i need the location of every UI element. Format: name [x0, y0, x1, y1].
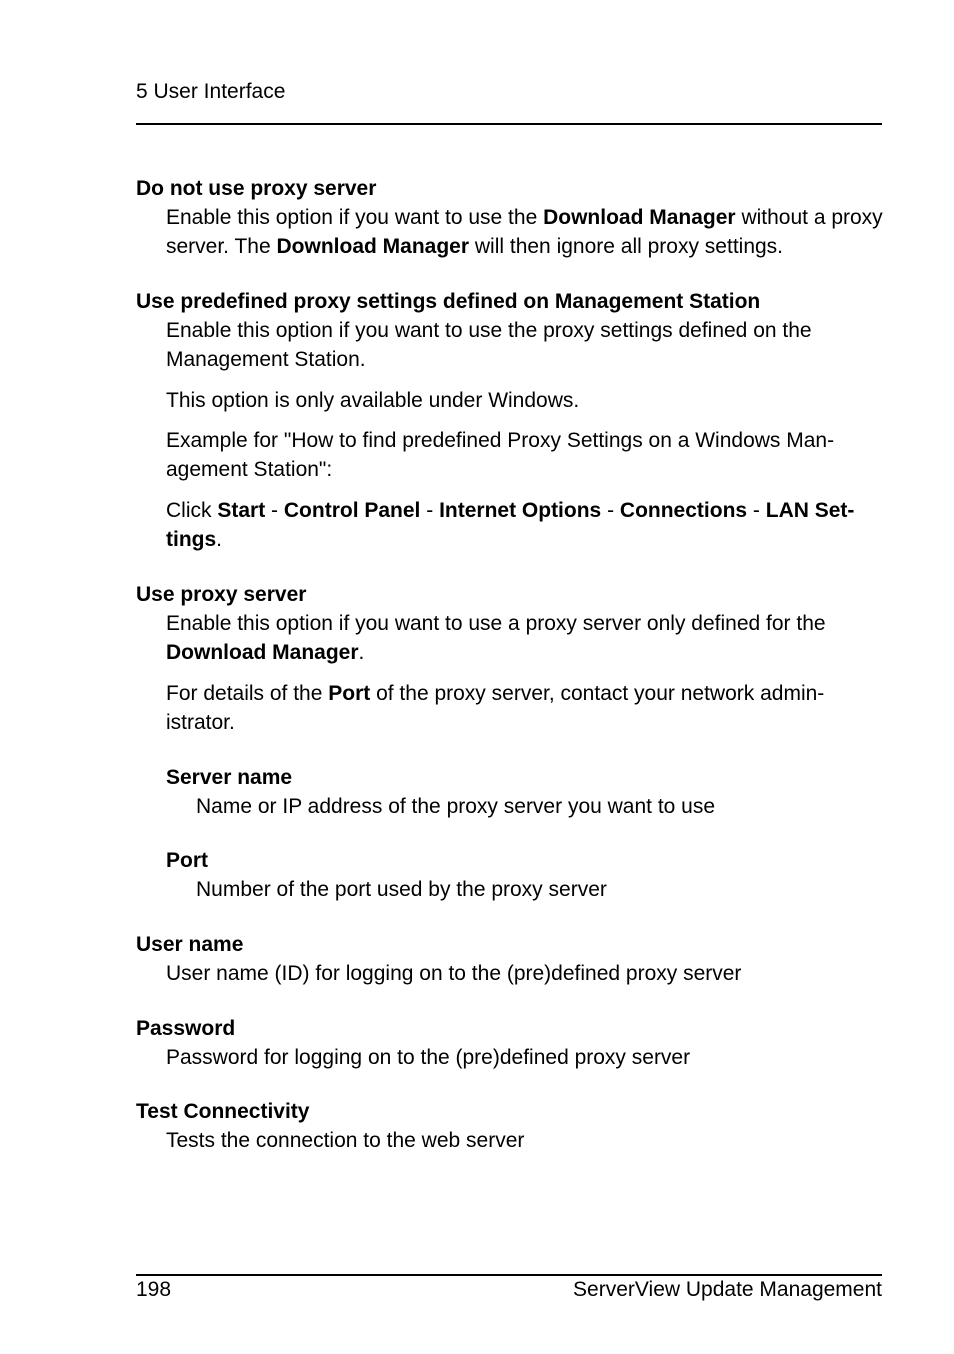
desc-port: Number of the port used by the proxy server [196, 878, 607, 901]
term-use-proxy-server: Use proxy server [136, 583, 307, 606]
product-name: ServerView Update Management [573, 1278, 882, 1301]
text: - [265, 499, 284, 522]
emphasis: Download Manager [543, 206, 736, 229]
emphasis: Download Manager [276, 235, 470, 258]
term-use-predefined-proxy: Use predefined proxy settings defined on Management Station [136, 290, 761, 313]
term-test-connectivity: Test Connectivity [136, 1100, 310, 1123]
example-intro: Example for "How to find predefined Proxy Settings on a Windows Man-agement Station": [166, 429, 835, 481]
desc-test-connectivity: Tests the connection to the web server [166, 1129, 525, 1152]
text: - [747, 499, 766, 522]
running-header: 5 User Interface [136, 80, 286, 103]
example-click-path [166, 496, 890, 554]
text: For details of the [166, 682, 329, 705]
emphasis: Start [217, 499, 266, 522]
term-password: Password [136, 1017, 236, 1040]
term-user-name: User name [136, 933, 244, 956]
emphasis: Connections [619, 499, 748, 522]
text: Click [166, 499, 218, 522]
text: . [358, 641, 365, 664]
desc-server-name: Name or IP address of the proxy server you want to use [196, 795, 716, 818]
desc-use-predefined-proxy: Enable this option if you want to use the proxy settings defined on the Management Station. [166, 319, 812, 371]
emphasis: Internet Options [439, 499, 602, 522]
text: without a proxy server. The [166, 206, 883, 258]
desc-user-name: User name (ID) for logging on to the (pre)defined proxy server [166, 962, 742, 985]
header-rule [136, 123, 882, 125]
emphasis: LAN Set-tings [166, 499, 855, 551]
text: - [420, 499, 440, 522]
footer-rule [136, 1274, 882, 1276]
term-port: Port [166, 849, 208, 872]
text: of the proxy server, contact your network admin-istrator. [166, 682, 825, 734]
text: . [216, 528, 223, 551]
text: Enable this option if you want to use a proxy server only defined for the [166, 612, 826, 635]
text: Enable this option if you want to use the [166, 206, 544, 229]
emphasis: Control Panel [283, 499, 421, 522]
page-number: 198 [136, 1278, 172, 1301]
desc-do-not-use-proxy [166, 203, 890, 261]
desc-use-proxy-server [166, 609, 890, 667]
text: - [601, 499, 620, 522]
desc-port-details [166, 679, 890, 737]
text: will then ignore all proxy settings. [469, 235, 784, 258]
emphasis: Port [328, 682, 371, 705]
note-windows-only: This option is only available under Windows. [166, 389, 580, 412]
emphasis: Download Manager [166, 641, 359, 664]
term-do-not-use-proxy: Do not use proxy server [136, 177, 377, 200]
desc-password: Password for logging on to the (pre)defined proxy server [166, 1046, 691, 1069]
term-server-name: Server name [166, 766, 293, 789]
